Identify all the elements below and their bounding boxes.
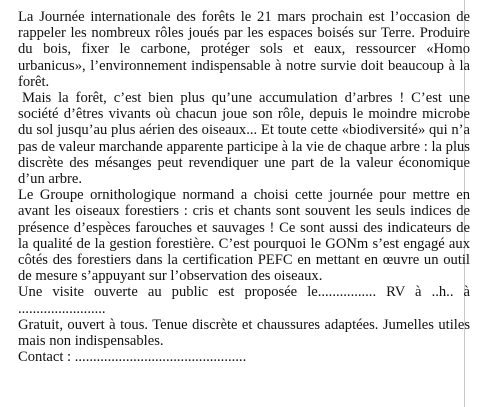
paragraph-forests-day: La Journée internationale des forêts le 21 mars prochain est l’occasion de rappeler les nombreux rôles joués par les espaces boisés sur Terre. Produire du bois, fixer le carbone, protéger sols et eaux, ressourcer «Homo urbanicus», l’environnement indispensable à notre survie doit beaucoup à la forêt. <box>18 9 470 90</box>
paragraph-practical-info: Gratuit, ouvert à tous. Tenue discrète et chaussures adaptées. Jumelles utiles mais non indispensables. <box>18 316 470 350</box>
paragraph-contact: Contact : ............................................... <box>18 349 247 366</box>
paragraph-visit: Une visite ouverte au public est proposée le................ RV à ..h.. à ........................ <box>18 284 470 317</box>
paragraph-gonm: Le Groupe ornithologique normand a choisi cette journée pour mettre en avant les oiseaux forestiers : cris et chants sont souvent les seuls indices de présence d’espèces farouches et sauvages ! Ce sont aussi des indicateurs de la qualité de la gestion forestière. C’est pourquoi le GONm s’est engagé aux côtés des forestiers dans la certification PEFC en mettant en œuvre un outil de mesure s’appuyant sur l’observation des oiseaux. <box>18 187 470 285</box>
document-body[interactable] <box>18 9 470 365</box>
paragraph-biodiversity: Mais la forêt, c’est bien plus qu’une accumulation d’arbres ! C’est une société d’êtres vivants où chacun joue son rôle, depuis le moindre microbe du sol jusqu’au plus aérien des oiseaux... Et toute cette «biodiversité» qui n’a pas de valeur marchande apparente participe à la vie de chaque arbre : la plus discrète des mésanges peut revendiquer une part de la valeur économique d’un arbre. <box>18 90 470 188</box>
